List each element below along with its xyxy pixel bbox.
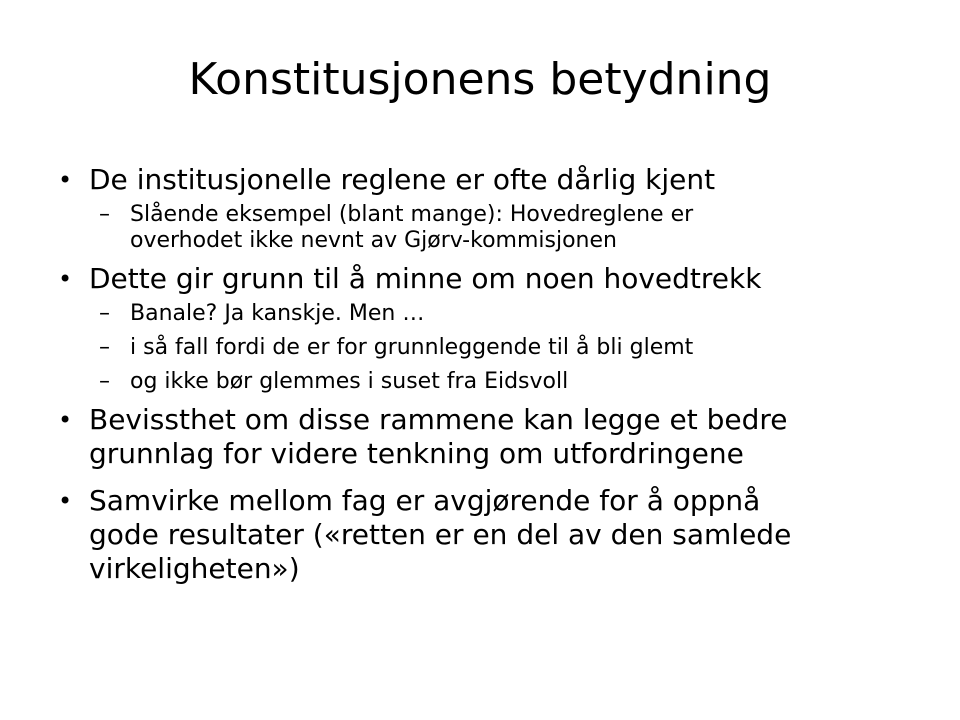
bullet-item <box>50 163 910 197</box>
bullet-text-line: Bevissthet om disse rammene kan legge et bedre <box>89 403 788 436</box>
bullet-text-line: gode resultater («retten er en del av den samlede <box>89 518 792 551</box>
bullet-item <box>50 262 910 296</box>
sub-bullet-item <box>50 202 910 254</box>
bullet-icon: • <box>58 406 73 434</box>
sub-bullet-text-line: Slående eksempel (blant mange): Hovedreglene er <box>130 202 694 227</box>
bullet-icon: • <box>58 265 73 293</box>
sub-bullet-item <box>50 369 910 395</box>
bullet-icon: • <box>58 166 73 194</box>
bullet-item <box>50 484 910 586</box>
sub-bullet-text-line: overhodet ikke nevnt av Gjørv-kommisjonen <box>130 228 617 253</box>
slide-content <box>50 163 910 599</box>
bullet-text-line: grunnlag for videre tenkning om utfordringene <box>89 437 744 470</box>
sub-bullet-text: i så fall fordi de er for grunnleggende til å bli glemt <box>130 335 694 360</box>
slide-title: Konstitusjonens betydning <box>188 54 772 105</box>
bullet-text-line: virkeligheten») <box>89 552 300 585</box>
bullet-text-line: Samvirke mellom fag er avgjørende for å oppnå <box>89 484 761 517</box>
dash-icon: – <box>99 301 110 326</box>
sub-bullet-text: Banale? Ja kanskje. Men … <box>130 301 425 326</box>
dash-icon: – <box>99 335 110 360</box>
bullet-icon: • <box>58 487 73 515</box>
bullet-text: De institusjonelle reglene er ofte dårlig kjent <box>89 163 716 196</box>
sub-bullet-item <box>50 335 910 361</box>
sub-bullet-text: og ikke bør glemmes i suset fra Eidsvoll <box>130 369 569 394</box>
dash-icon: – <box>99 369 110 394</box>
bullet-text: Dette gir grunn til å minne om noen hovedtrekk <box>89 262 762 295</box>
bullet-item <box>50 403 910 471</box>
sub-bullet-item <box>50 301 910 327</box>
dash-icon: – <box>99 202 110 227</box>
